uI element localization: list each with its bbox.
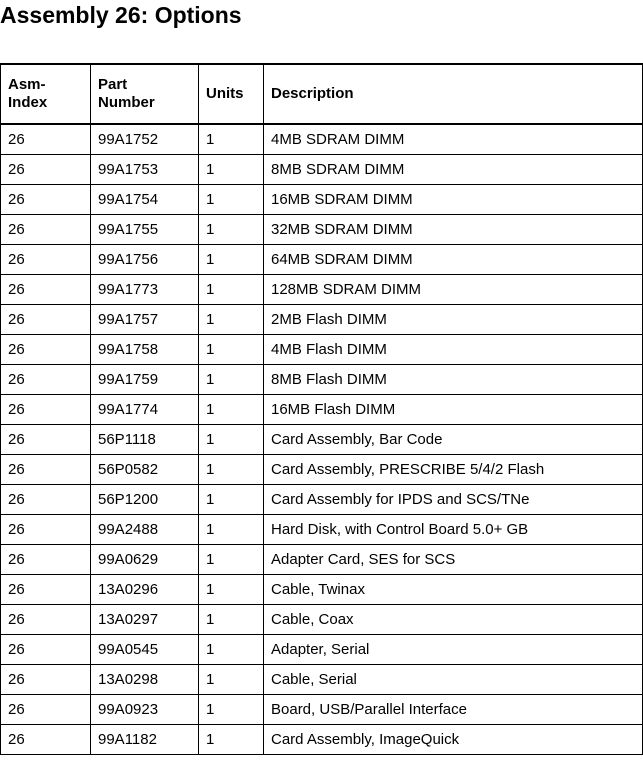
cell-description: 16MB SDRAM DIMM bbox=[264, 185, 643, 215]
parts-table bbox=[0, 63, 643, 755]
cell-description: 32MB SDRAM DIMM bbox=[264, 215, 643, 245]
cell-units: 1 bbox=[199, 155, 264, 185]
table-row bbox=[1, 455, 643, 485]
cell-part-number: 99A1773 bbox=[91, 275, 199, 305]
cell-units: 1 bbox=[199, 395, 264, 425]
header-part-number-line1: Part bbox=[98, 76, 128, 93]
cell-units: 1 bbox=[199, 485, 264, 515]
cell-asm-index: 26 bbox=[1, 575, 91, 605]
cell-part-number: 99A0545 bbox=[91, 635, 199, 665]
cell-asm-index: 26 bbox=[1, 725, 91, 755]
table-row bbox=[1, 124, 643, 155]
cell-asm-index: 26 bbox=[1, 485, 91, 515]
table-row bbox=[1, 545, 643, 575]
cell-part-number: 13A0297 bbox=[91, 605, 199, 635]
header-units: Units bbox=[199, 64, 264, 124]
table-row bbox=[1, 335, 643, 365]
cell-description: Card Assembly, PRESCRIBE 5/4/2 Flash bbox=[264, 455, 643, 485]
cell-units: 1 bbox=[199, 215, 264, 245]
cell-units: 1 bbox=[199, 455, 264, 485]
cell-part-number: 99A1758 bbox=[91, 335, 199, 365]
cell-description: 2MB Flash DIMM bbox=[264, 305, 643, 335]
cell-description: 8MB SDRAM DIMM bbox=[264, 155, 643, 185]
table-row bbox=[1, 695, 643, 725]
cell-part-number: 99A1755 bbox=[91, 215, 199, 245]
cell-asm-index: 26 bbox=[1, 665, 91, 695]
cell-description: Adapter, Serial bbox=[264, 635, 643, 665]
cell-description: 64MB SDRAM DIMM bbox=[264, 245, 643, 275]
table-row bbox=[1, 185, 643, 215]
cell-description: 16MB Flash DIMM bbox=[264, 395, 643, 425]
cell-asm-index: 26 bbox=[1, 275, 91, 305]
cell-description: Cable, Coax bbox=[264, 605, 643, 635]
cell-asm-index: 26 bbox=[1, 635, 91, 665]
cell-units: 1 bbox=[199, 605, 264, 635]
table-row bbox=[1, 425, 643, 455]
cell-description: Card Assembly, ImageQuick bbox=[264, 725, 643, 755]
cell-description: 4MB SDRAM DIMM bbox=[264, 124, 643, 155]
cell-units: 1 bbox=[199, 335, 264, 365]
table-row bbox=[1, 395, 643, 425]
cell-units: 1 bbox=[199, 665, 264, 695]
cell-part-number: 56P1118 bbox=[91, 425, 199, 455]
cell-part-number: 99A0923 bbox=[91, 695, 199, 725]
header-part-number-line2: Number bbox=[98, 94, 155, 111]
cell-description: 4MB Flash DIMM bbox=[264, 335, 643, 365]
table-row bbox=[1, 365, 643, 395]
cell-asm-index: 26 bbox=[1, 305, 91, 335]
table-row bbox=[1, 275, 643, 305]
cell-units: 1 bbox=[199, 545, 264, 575]
header-part-number bbox=[91, 64, 199, 124]
cell-asm-index: 26 bbox=[1, 605, 91, 635]
cell-units: 1 bbox=[199, 365, 264, 395]
cell-units: 1 bbox=[199, 275, 264, 305]
cell-asm-index: 26 bbox=[1, 185, 91, 215]
cell-units: 1 bbox=[199, 245, 264, 275]
cell-units: 1 bbox=[199, 725, 264, 755]
cell-asm-index: 26 bbox=[1, 515, 91, 545]
table-row bbox=[1, 605, 643, 635]
table-row bbox=[1, 485, 643, 515]
cell-asm-index: 26 bbox=[1, 395, 91, 425]
cell-part-number: 99A1182 bbox=[91, 725, 199, 755]
table-row bbox=[1, 725, 643, 755]
cell-description: Cable, Twinax bbox=[264, 575, 643, 605]
cell-units: 1 bbox=[199, 305, 264, 335]
header-description: Description bbox=[264, 64, 643, 124]
cell-units: 1 bbox=[199, 185, 264, 215]
cell-part-number: 99A1757 bbox=[91, 305, 199, 335]
cell-part-number: 99A2488 bbox=[91, 515, 199, 545]
cell-part-number: 56P1200 bbox=[91, 485, 199, 515]
header-asm-index-line1: Asm- bbox=[8, 76, 46, 93]
table-row bbox=[1, 515, 643, 545]
cell-asm-index: 26 bbox=[1, 215, 91, 245]
page-title: Assembly 26: Options bbox=[0, 2, 242, 28]
cell-units: 1 bbox=[199, 635, 264, 665]
header-asm-index bbox=[1, 64, 91, 124]
cell-asm-index: 26 bbox=[1, 365, 91, 395]
cell-units: 1 bbox=[199, 425, 264, 455]
cell-description: Board, USB/Parallel Interface bbox=[264, 695, 643, 725]
header-asm-index-line2: Index bbox=[8, 94, 48, 111]
table-row bbox=[1, 245, 643, 275]
cell-asm-index: 26 bbox=[1, 245, 91, 275]
cell-description: 8MB Flash DIMM bbox=[264, 365, 643, 395]
table-row bbox=[1, 665, 643, 695]
cell-description: Adapter Card, SES for SCS bbox=[264, 545, 643, 575]
cell-part-number: 99A1753 bbox=[91, 155, 199, 185]
cell-asm-index: 26 bbox=[1, 425, 91, 455]
cell-part-number: 99A1752 bbox=[91, 124, 199, 155]
cell-asm-index: 26 bbox=[1, 455, 91, 485]
cell-asm-index: 26 bbox=[1, 695, 91, 725]
cell-asm-index: 26 bbox=[1, 155, 91, 185]
table-row bbox=[1, 635, 643, 665]
cell-description: Cable, Serial bbox=[264, 665, 643, 695]
table-row bbox=[1, 575, 643, 605]
table-row bbox=[1, 155, 643, 185]
cell-units: 1 bbox=[199, 695, 264, 725]
cell-units: 1 bbox=[199, 515, 264, 545]
cell-part-number: 56P0582 bbox=[91, 455, 199, 485]
table-row bbox=[1, 215, 643, 245]
table-header-row bbox=[1, 64, 643, 124]
cell-description: Card Assembly, Bar Code bbox=[264, 425, 643, 455]
cell-part-number: 13A0296 bbox=[91, 575, 199, 605]
cell-asm-index: 26 bbox=[1, 545, 91, 575]
cell-part-number: 13A0298 bbox=[91, 665, 199, 695]
cell-description: Hard Disk, with Control Board 5.0+ GB bbox=[264, 515, 643, 545]
cell-asm-index: 26 bbox=[1, 335, 91, 365]
cell-part-number: 99A0629 bbox=[91, 545, 199, 575]
cell-part-number: 99A1759 bbox=[91, 365, 199, 395]
cell-units: 1 bbox=[199, 575, 264, 605]
cell-part-number: 99A1754 bbox=[91, 185, 199, 215]
cell-description: Card Assembly for IPDS and SCS/TNe bbox=[264, 485, 643, 515]
cell-units: 1 bbox=[199, 124, 264, 155]
cell-asm-index: 26 bbox=[1, 124, 91, 155]
table-body bbox=[1, 124, 643, 755]
cell-part-number: 99A1774 bbox=[91, 395, 199, 425]
cell-part-number: 99A1756 bbox=[91, 245, 199, 275]
table-row bbox=[1, 305, 643, 335]
cell-description: 128MB SDRAM DIMM bbox=[264, 275, 643, 305]
